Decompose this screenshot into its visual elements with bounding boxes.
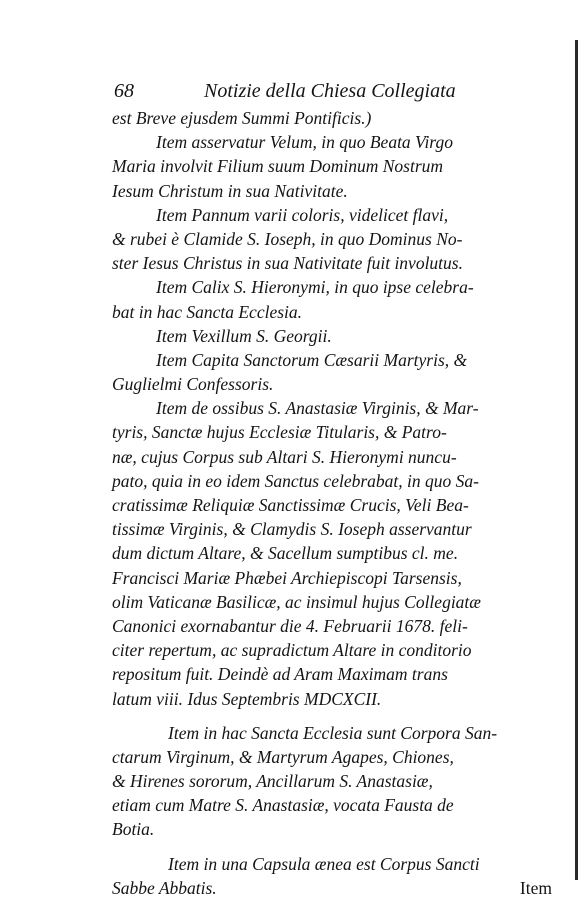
- text-line: est Breve ejusdem Summi Pontificis.): [112, 108, 372, 128]
- text-line: ster Iesus Christus in sua Nativitate fuit involutus.: [112, 253, 463, 274]
- text-line: Guglielmi Confessoris.: [112, 374, 274, 395]
- text-line: cratissimæ Reliquiæ Sanctissimæ Crucis, Veli Bea-: [112, 495, 469, 515]
- text-line: etiam cum Matre S. Anastasiæ, vocata Fausta de: [112, 795, 454, 816]
- text-line: tissimæ Virginis, & Clamydis S. Ioseph asservantur: [112, 519, 472, 540]
- text-line: olim Vaticanæ Basilicæ, ac insimul hujus Collegiatæ: [112, 591, 481, 612]
- page-header: [114, 76, 544, 106]
- text-line: Item Calix S. Hieronymi, in quo ipse celebra-: [156, 277, 474, 298]
- text-line: Item asservatur Velum, in quo Beata Virgo: [156, 132, 453, 153]
- text-line: Sabbe Abbatis. Item: [112, 876, 552, 900]
- catchword: Item: [519, 877, 552, 898]
- text-line: citer repertum, ac supradictum Altare in conditorio: [112, 640, 472, 661]
- text-line: Canonici exornabantur die 4. Februarii 1678. feli-: [112, 615, 468, 636]
- text-line: dum dictum Altare, & Sacellum sumptibus cl. me.: [112, 543, 459, 564]
- running-title: Notizie della Chiesa Collegiata: [204, 80, 456, 102]
- text-line: latum viii. Idus Septembris MDCXCII.: [112, 688, 382, 709]
- text-line: Item in hac Sancta Ecclesia sunt Corpora San-: [168, 722, 498, 743]
- text-line: & rubei è Clamide S. Ioseph, in quo Dominus No-: [112, 228, 463, 249]
- text-line: næ, cujus Corpus sub Altari S. Hieronymi nuncu-: [112, 446, 457, 467]
- text-line: & Hirenes sororum, Ancillarum S. Anastasiæ,: [112, 771, 433, 792]
- body-text: [112, 106, 552, 900]
- text-line: Maria involvit Filium suum Dominum Nostrum: [112, 156, 444, 177]
- text-line: Item de ossibus S. Anastasiæ Virginis, & Mar-: [156, 398, 479, 419]
- text-line: bat in hac Sancta Ecclesia.: [112, 301, 303, 322]
- page-number: 68: [114, 80, 134, 102]
- text-line: pato, quia in eo idem Sanctus celebrabat, in quo Sa-: [112, 470, 479, 491]
- text-line: ctarum Virginum, & Martyrum Agapes, Chiones,: [112, 746, 454, 767]
- text-line: repositum fuit. Deindè ad Aram Maximam trans: [112, 664, 448, 685]
- text-line: Item in una Capsula ænea est Corpus Sancti: [168, 853, 480, 874]
- text-line: Item Pannum varii coloris, videlicet flavi,: [156, 204, 449, 225]
- text-line: Item Vexillum S. Georgii.: [156, 325, 332, 346]
- text-line: Item Capita Sanctorum Cæsarii Martyris, &: [156, 349, 468, 370]
- text-line: Francisci Mariæ Phæbei Archiepiscopi Tarsensis,: [112, 567, 462, 588]
- page-edge-rule: [575, 40, 578, 880]
- text-line: tyris, Sanctæ hujus Ecclesiæ Titularis, & Patro-: [112, 422, 447, 443]
- text-line: Botia.: [112, 819, 155, 840]
- text-line: Iesum Christum in sua Nativitate.: [112, 180, 348, 201]
